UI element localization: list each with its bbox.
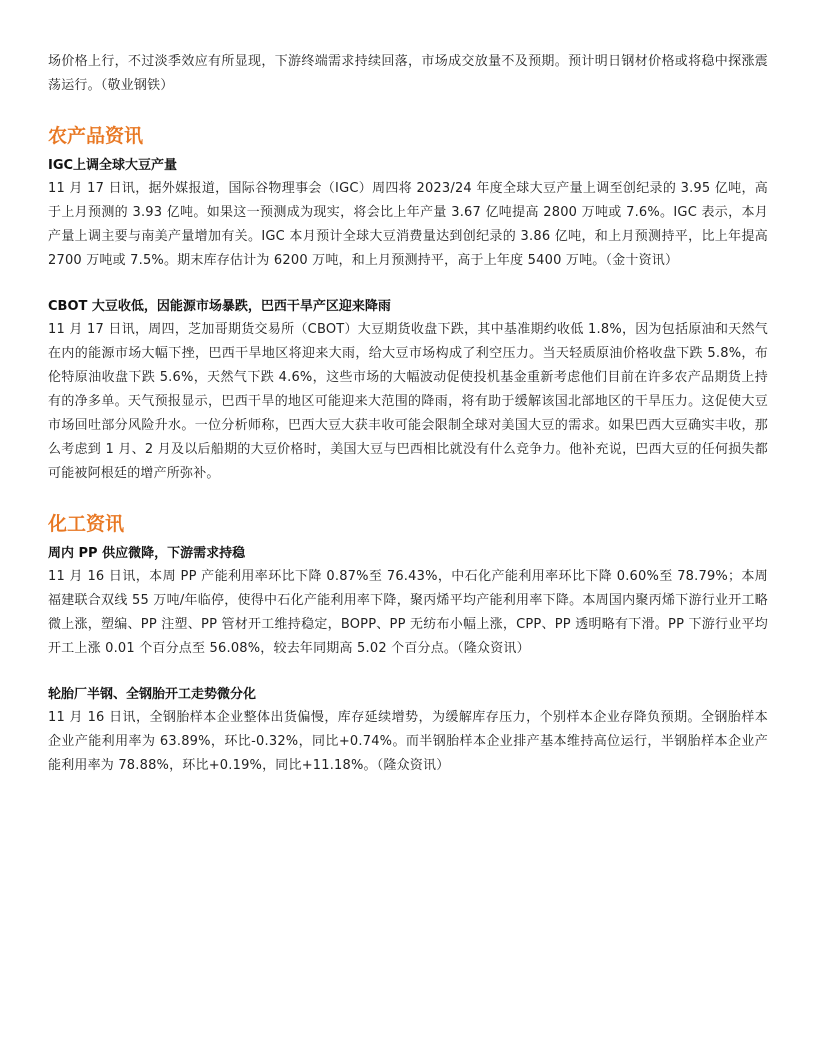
section-agriculture	[48, 123, 768, 486]
intro-paragraph: 场价格上行，不过淡季效应有所显现，下游终端需求持续回落，市场成交放量不及预期。预计明日钢材价格或将稳中探涨震荡运行。（敬业钢铁）	[48, 54, 768, 93]
article-igc-soybean	[48, 155, 768, 273]
article-title: 轮胎厂半钢、全钢胎开工走势微分化	[48, 687, 257, 702]
article-title: IGC上调全球大豆产量	[48, 158, 178, 173]
article-pp-supply	[48, 543, 768, 661]
article-tire-plant	[48, 684, 768, 778]
article-cbot-soybean	[48, 296, 768, 486]
section-title-chemical: 化工资讯	[48, 513, 125, 535]
section-title-agriculture: 农产品资讯	[48, 125, 144, 147]
article-body: 11 月 16 日讯，本周 PP 产能利用率环比下降 0.87%至 76.43%，中石化产能利用率环比下降 0.60%至 78.79%；本周福建联合双线 55 万吨/年临停，使得中石化产能利用率下降，聚丙烯平均产能利用率下降。本周国内聚丙烯下游行业开工略微上涨，塑编、PP 注塑、PP 管材开工维持稳定，BOPP、PP 无纺布小幅上涨，CPP、PP 透明略有下滑。PP 下游行业平均开工上涨 0.01 个百分点至 56.08%，较去年同期高 5.02 个百分点。（隆众资讯）	[48, 569, 768, 656]
document-page	[48, 50, 768, 778]
article-body: 11 月 17 日讯，据外媒报道，国际谷物理事会（IGC）周四将 2023/24 年度全球大豆产量上调至创纪录的 3.95 亿吨，高于上月预测的 3.93 亿吨。如果这一预测成为现实，将会比上年产量 3.67 亿吨提高 2800 万吨或 7.6%。IGC 表示，本月产量上调主要与南美产量增加有关。IGC 本月预计全球大豆消费量达到创纪录的 3.86 亿吨，和上月预测持平，比上年提高 2700 万吨或 7.5%。期末库存估计为 6200 万吨，和上月预测持平，高于上年度 5400 万吨。（金十资讯）	[48, 181, 768, 268]
article-body: 11 月 16 日讯，全钢胎样本企业整体出货偏慢，库存延续增势，为缓解库存压力，个别样本企业存降负预期。全钢胎样本企业产能利用率为 63.89%，环比-0.32%，同比+0.74%。而半钢胎样本企业排产基本维持高位运行，半钢胎样本企业产能利用率为 78.88%，环比+0.19%，同比+11.18%。（隆众资讯）	[48, 710, 768, 773]
section-chemical	[48, 511, 768, 778]
article-title: CBOT 大豆收低，因能源市场暴跌，巴西干旱产区迎来降雨	[48, 299, 391, 314]
article-body: 11 月 17 日讯，周四，芝加哥期货交易所（CBOT）大豆期货收盘下跌，其中基准期约收低 1.8%，因为包括原油和天然气在内的能源市场大幅下挫，巴西干旱地区将迎来大雨，给大豆市场构成了利空压力。当天轻质原油价格收盘下跌 5.8%，布伦特原油收盘下跌 5.6%，天然气下跌 4.6%，这些市场的大幅波动促使投机基金重新考虑他们目前在许多农产品期货上持有的净多单。天气预报显示，巴西干旱的地区可能迎来大范围的降雨，将有助于缓解该国北部地区的干旱压力。这促使大豆市场回吐部分风险升水。一位分析师称，巴西大豆大获丰收可能会限制全球对美国大豆的需求。如果巴西大豆确实丰收，那么考虑到 1 月、2 月及以后船期的大豆价格时，美国大豆与巴西相比就没有什么竞争力。他补充说，巴西大豆的任何损失都可能被阿根廷的增产所弥补。	[48, 322, 768, 481]
article-title: 周内 PP 供应微降，下游需求持稳	[48, 546, 246, 561]
